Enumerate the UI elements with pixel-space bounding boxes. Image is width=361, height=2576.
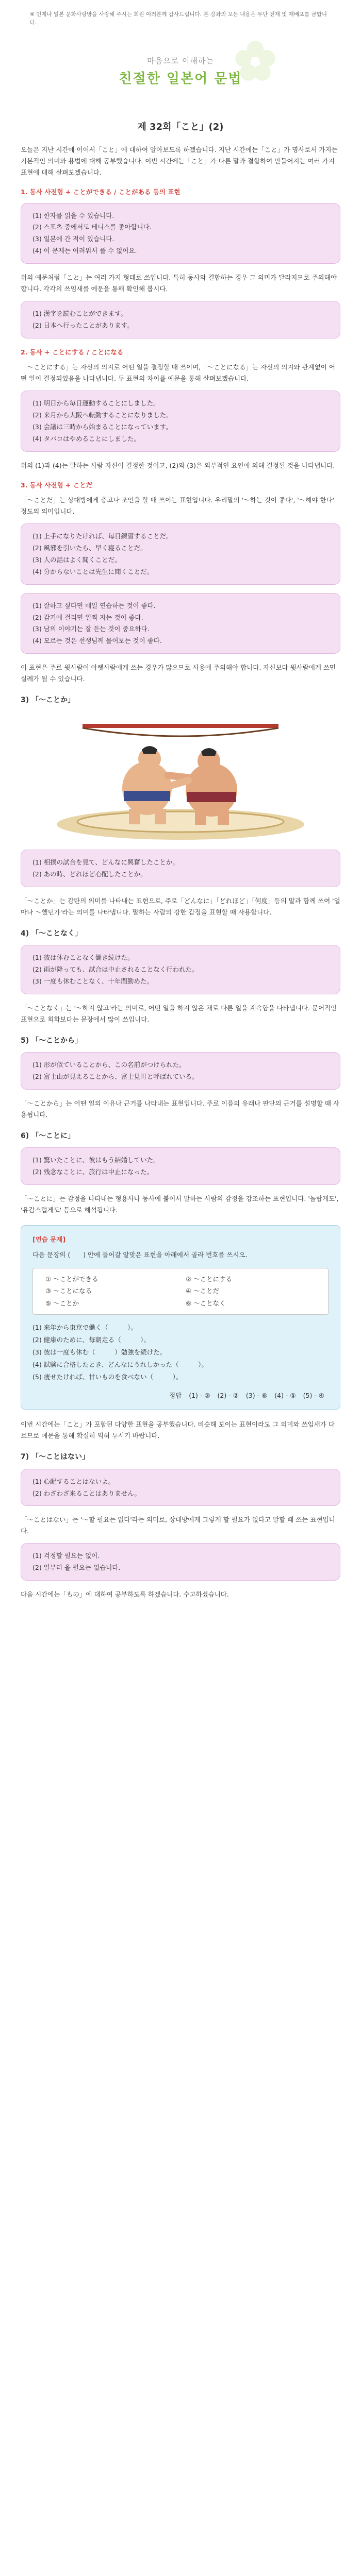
example-line: (1) 心配することはないよ。 (32, 1477, 115, 1485)
example-line: (2) 風邪を引いたら、早く寝ることだ。 (32, 544, 147, 552)
answer: (5) - ④ (303, 1391, 324, 1399)
banner-title: 친절한 일본어 문법 (119, 71, 242, 87)
quiz-question: (5) 痩せたければ、甘いものを食べない（ ）。 (32, 1372, 183, 1381)
example-box-2 (21, 301, 340, 338)
example-7-label: 7) 「〜ことはない」 (21, 1453, 90, 1462)
closing-paragraph: 다음 시간에는「もの」에 대하여 공부하도록 하겠습니다. 수고하셨습니다. (21, 1590, 229, 1598)
example-line: (3) 일본에 간 적이 있습니다. (32, 235, 114, 243)
translation-line: (1) 잘하고 싶다면 매일 연습하는 것이 좋다. (32, 601, 156, 609)
example-line: (2) 残念なことに、旅行は中止になった。 (32, 1168, 154, 1176)
example-line: (1) 驚いたことに、彼はもう結婚していた。 (32, 1156, 160, 1164)
example-line: (1) 形が似ていることから、この名前がつけられた。 (32, 1061, 186, 1069)
paragraph: 이 표현은 주로 윗사람이 아랫사람에게 쓰는 경우가 많으므로 사용에 주의해야 합니다. 자신보다 윗사람에게 쓰면 실례가 될 수 있습니다. (21, 664, 336, 683)
example-4-label: 4) 「〜ことなく」 (21, 929, 83, 938)
example-line: (2) 日本へ行ったことがあります。 (32, 321, 134, 329)
example-5-label: 5) 「〜ことから」 (21, 1036, 83, 1045)
quiz-question: (1) 来年から東京で働く（ ）。 (32, 1324, 137, 1332)
quiz-question: (4) 試験に合格したとき、どんなにうれしかった（ ）。 (32, 1360, 208, 1368)
translation-box-9 (21, 1543, 340, 1581)
example-line: (2) 스포츠 중에서도 테니스를 좋아합니다. (32, 223, 152, 231)
answer: (1) - ③ (189, 1391, 210, 1399)
answer: (3) - ⑥ (245, 1391, 268, 1399)
paragraph: 「〜ことに」는 감정을 나타내는 형용사나 동사에 붙어서 말하는 사람의 감정을 강조하는 표현입니다. '놀랍게도', '유감스럽게도' 등으로 해석됩니다. (21, 1195, 339, 1214)
choice-item: ① 〜ことができる (45, 1275, 99, 1283)
answer-label: 정답 (169, 1391, 182, 1399)
answer-row (37, 1390, 324, 1401)
answer: (2) - ② (217, 1391, 239, 1399)
example-6-label: 6) 「〜ことに」 (21, 1131, 75, 1140)
translation-line: (4) 모르는 것은 선생님께 물어보는 것이 좋다. (32, 637, 162, 645)
example-line: (3) 会議は三時から始まることになっています。 (32, 422, 172, 431)
quiz-question: (3) 彼は一度も休む（ ）勉強を続けた。 (32, 1348, 167, 1356)
translation-line: (1) 걱정할 필요는 없어. (32, 1552, 100, 1560)
section-3-title: 3. 동사 사전형 + ことだ (21, 481, 93, 489)
copyright-notice: ※ 언제나 일본 문화사랑방을 사랑해 주시는 회원 여러분께 감사드립니다. 본 강좌의 모든 내용은 무단 전재 및 재배포를 금합니다. (30, 11, 327, 26)
example-line: (2) 雨が降っても、試合は中止されることなく行われた。 (32, 965, 199, 974)
example-box-9 (21, 1469, 340, 1506)
example-line: (1) 한자를 읽을 수 있습니다. (32, 211, 114, 219)
choice-list (32, 1268, 329, 1315)
choice-item: ⑤ 〜ことか (45, 1299, 79, 1308)
paragraph: 「〜ことはない」는 '〜할 필요는 없다'라는 의미로, 상대방에게 그렇게 할 필요가 없다고 말할 때 쓰는 표현입니다. (21, 1516, 335, 1535)
choice-item: ④ 〜ことだ (186, 1287, 220, 1295)
banner (21, 37, 340, 114)
answer: (4) - ⑤ (274, 1391, 296, 1399)
paragraph: 「〜ことから」는 어떤 일의 이유나 근거를 나타내는 표현입니다. 주로 이름의 유래나 판단의 근거를 설명할 때 사용됩니다. (21, 1099, 340, 1118)
paragraph: 「〜ことか」는 감탄의 의미를 나타내는 표현으로, 주로「どんなに」「どれほど」「何度」등의 말과 함께 쓰여 '얼마나 〜했던가'라는 의미를 나타냅니다. 말하는 사람의 강한 감정을 표현할 때 사용합니다. (21, 897, 340, 917)
section-2-title: 2. 동사 + ことにする / ことになる (21, 348, 124, 356)
paragraph: 이번 시간에는「こと」가 포함된 다양한 표현을 공부했습니다. 비슷해 보이는 표현이라도 그 의미와 쓰임새가 다르므로 예문을 통해 확실히 익혀 두시기 바랍니다. (21, 1420, 335, 1440)
paragraph: 위의 (1)과 (4)는 말하는 사람 자신이 결정한 것이고, (2)와 (3)은 외부적인 요인에 의해 결정된 것을 나타냅니다. (21, 461, 335, 469)
example-line: (1) 彼は休むことなく働き続けた。 (32, 954, 134, 962)
translation-line: (3) 남의 이야기는 잘 듣는 것이 중요하다. (32, 625, 150, 633)
example-line: (1) 相撲の試合を見て、どんなに興奮したことか。 (32, 858, 179, 867)
example-line: (2) あの時、どれほど心配したことか。 (32, 870, 147, 878)
example-box-6 (21, 945, 340, 994)
example-line: (3) 一度も休むことなく、十年間勤めた。 (32, 977, 153, 986)
choice-item: ⑥ 〜ことなく (186, 1299, 226, 1308)
translation-line: (2) 감기에 걸리면 일찍 자는 것이 좋다. (32, 613, 143, 621)
translation-box-4 (21, 593, 340, 654)
lesson-title: 제 32회「こと」(2) (137, 121, 224, 132)
example-box-4 (21, 523, 340, 585)
example-line: (2) 富士山が見えることから、富士見町と呼ばれている。 (32, 1073, 199, 1081)
example-line: (3) 人の話はよく聞くことだ。 (32, 555, 121, 564)
section-1-title: 1. 동사 사전형 + ことができる / ことがある 등의 표현 (21, 188, 180, 196)
paragraph: 위의 예문처럼「こと」는 여러 가지 형태로 쓰입니다. 특히 동사와 결합하는 경우 그 의미가 달라지므로 주의해야 합니다. 각각의 쓰임새를 예문을 통해 확인해 봅시다. (21, 274, 337, 293)
sumo-illustration (36, 714, 325, 842)
example-box-5 (21, 850, 340, 887)
lesson-content (0, 144, 361, 1627)
translation-line: (2) 일부러 올 필요는 없습니다. (32, 1564, 121, 1572)
example-box-8 (21, 1147, 340, 1185)
example-box-1 (21, 203, 340, 264)
example-line: (1) 漢字を読むことができます。 (32, 309, 127, 317)
example-3-label: 3) 「〜ことか」 (21, 696, 75, 704)
choice-item: ③ 〜ことになる (45, 1287, 92, 1295)
example-line: (1) 上手になりたければ、毎日練習することだ。 (32, 532, 173, 540)
paragraph: 「〜ことだ」는 상대방에게 충고나 조언을 할 때 쓰이는 표현입니다. 우리말의 '〜하는 것이 좋다', '〜해야 한다' 정도의 의미입니다. (21, 496, 335, 516)
example-box-3 (21, 391, 340, 452)
practice-box (21, 1225, 340, 1410)
banner-subtitle: 마음으로 이해하는 (147, 56, 214, 65)
quiz-title: [연습 문제] (32, 1235, 66, 1243)
example-line: (2) わざわざ来ることはありません。 (32, 1489, 141, 1497)
paragraph: 「〜ことなく」는 '〜하지 않고'라는 의미로, 어떤 일을 하지 않은 채로 다른 일을 계속함을 나타냅니다. 문어적인 표현으로 회화보다는 문장에서 많이 쓰입니다. (21, 1004, 337, 1023)
quiz-question: (2) 健康のために、毎朝走る（ ）。 (32, 1336, 150, 1344)
paragraph: 「〜ことにする」는 자신의 의지로 어떤 일을 결정할 때 쓰이며,「〜ことになる」는 자신의 의지와 관계없이 어떤 일이 결정되었음을 나타냅니다. 두 표현의 차이를 예문을 통해 살펴보겠습니다. (21, 363, 335, 383)
example-line: (1) 明日から毎日運動することにしました。 (32, 399, 160, 408)
example-line: (4) タバコはやめることにしました。 (32, 434, 141, 443)
example-line: (4) 分からないことは先生に聞くことだ。 (32, 567, 154, 575)
intro-paragraph: 오늘은 지난 시간에 이어서「こと」에 대하여 알아보도록 하겠습니다. 지난 시간에는「こと」가 명사로서 가지는 기본적인 의미와 용법에 대해 공부했습니다. 이번 시간에는「こと」가 다른 말과 결합하여 만들어지는 여러 가지 표현에 대해 살펴보겠습니다. (21, 146, 338, 176)
example-box-7 (21, 1052, 340, 1090)
example-line: (2) 来月から大阪へ転勤することになりました。 (32, 411, 173, 419)
choice-item: ② 〜ことにする (186, 1275, 233, 1283)
flower-icon (232, 38, 278, 84)
quiz-intro: 다음 문장의 ( ) 안에 들어갈 알맞은 표현을 아래에서 골라 번호를 쓰시오. (32, 1250, 248, 1259)
example-line: (4) 이 문제는 어려워서 풀 수 없어요. (32, 247, 137, 255)
